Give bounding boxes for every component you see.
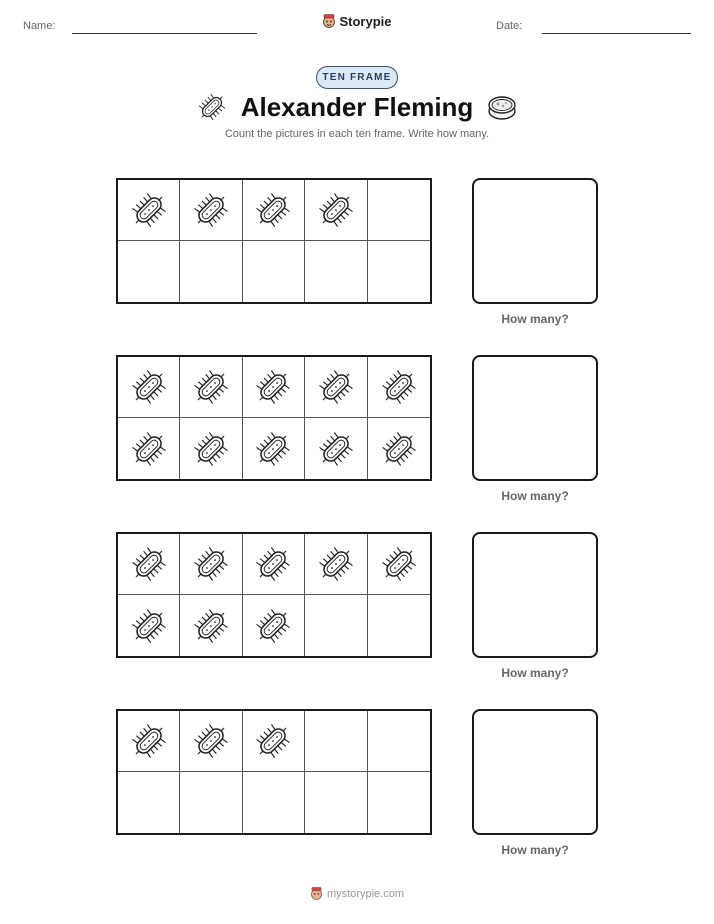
worksheet-type-badge: TEN FRAME — [316, 66, 398, 89]
ten-frame-cell — [243, 180, 305, 241]
bacteria-icon — [317, 191, 355, 229]
answer-box-1[interactable] — [472, 178, 598, 304]
instructions: Count the pictures in each ten frame. Write how many. — [224, 128, 490, 140]
bacteria-icon — [192, 368, 230, 406]
ten-frame-cell — [180, 180, 242, 241]
brand-logo — [0, 13, 714, 29]
ten-frame-cell — [305, 357, 367, 418]
ten-frame-cell — [243, 534, 305, 595]
ten-frame-cell — [180, 357, 242, 418]
answer-label-3: How many? — [501, 666, 569, 680]
storypie-mascot-icon — [310, 886, 323, 901]
answer-box-4[interactable] — [472, 709, 598, 835]
ten-frame-cell — [368, 241, 430, 302]
bacteria-icon — [254, 607, 292, 645]
ten-frame-cell — [243, 357, 305, 418]
bacteria-icon — [254, 545, 292, 583]
ten-frame-cell — [305, 772, 367, 833]
bacteria-icon — [130, 722, 168, 760]
bacteria-icon — [192, 191, 230, 229]
ten-frame-cell — [368, 595, 430, 656]
ten-frame-3 — [116, 532, 432, 658]
bacteria-icon — [192, 545, 230, 583]
ten-frame-cell — [180, 772, 242, 833]
ten-frame-cell — [118, 357, 180, 418]
answer-label-2: How many? — [501, 489, 569, 503]
ten-frame-cell — [368, 711, 430, 772]
ten-frame-cell — [118, 595, 180, 656]
ten-frame-cell — [368, 180, 430, 241]
bacteria-icon — [192, 722, 230, 760]
ten-frame-1 — [116, 178, 432, 304]
bacteria-icon — [254, 722, 292, 760]
ten-frame-cell — [305, 180, 367, 241]
ten-frame-cell — [305, 418, 367, 479]
answer-label-1: How many? — [501, 312, 569, 326]
bacteria-icon — [192, 430, 230, 468]
ten-frame-cell — [305, 595, 367, 656]
bacteria-icon — [380, 368, 418, 406]
footer-url: mystorypie.com — [326, 887, 405, 900]
ten-frame-cell — [243, 595, 305, 656]
answer-label-4: How many? — [501, 843, 569, 857]
ten-frame-4 — [116, 709, 432, 835]
ten-frame-cell — [368, 357, 430, 418]
ten-frame-cell — [243, 418, 305, 479]
brand-name: Storypie — [339, 13, 392, 29]
bacteria-icon — [317, 430, 355, 468]
bacteria-icon — [317, 545, 355, 583]
storypie-mascot-icon — [322, 13, 336, 29]
bacteria-icon — [254, 191, 292, 229]
ten-frame-cell — [243, 711, 305, 772]
bacteria-icon — [130, 545, 168, 583]
petri-dish-icon — [487, 94, 517, 122]
date-line — [542, 33, 691, 34]
page-title: Alexander Fleming — [240, 92, 474, 122]
ten-frame-cell — [305, 711, 367, 772]
ten-frame-cell — [180, 241, 242, 302]
name-label: Name: — [23, 20, 56, 32]
ten-frame-cell — [368, 772, 430, 833]
ten-frame-cell — [368, 418, 430, 479]
ten-frame-cell — [368, 534, 430, 595]
ten-frame-cell — [118, 711, 180, 772]
ten-frame-cell — [243, 241, 305, 302]
footer — [0, 886, 714, 901]
ten-frame-cell — [118, 418, 180, 479]
bacteria-icon — [380, 430, 418, 468]
answer-box-2[interactable] — [472, 355, 598, 481]
date-label: Date: — [496, 20, 523, 32]
ten-frame-cell — [118, 180, 180, 241]
ten-frame-cell — [243, 772, 305, 833]
ten-frame-cell — [305, 534, 367, 595]
answer-box-3[interactable] — [472, 532, 598, 658]
bacteria-icon — [192, 607, 230, 645]
name-line — [72, 33, 257, 34]
bacteria-icon — [130, 191, 168, 229]
ten-frame-cell — [118, 772, 180, 833]
bacteria-icon — [254, 430, 292, 468]
bacteria-icon — [380, 545, 418, 583]
ten-frame-cell — [180, 595, 242, 656]
bacteria-icon — [317, 368, 355, 406]
bacteria-icon — [130, 368, 168, 406]
ten-frame-cell — [118, 241, 180, 302]
bacteria-icon — [130, 430, 168, 468]
ten-frame-cell — [305, 241, 367, 302]
ten-frame-cell — [118, 534, 180, 595]
bacteria-icon — [130, 607, 168, 645]
ten-frame-cell — [180, 711, 242, 772]
ten-frame-cell — [180, 534, 242, 595]
ten-frame-2 — [116, 355, 432, 481]
bacteria-icon — [254, 368, 292, 406]
ten-frame-cell — [180, 418, 242, 479]
